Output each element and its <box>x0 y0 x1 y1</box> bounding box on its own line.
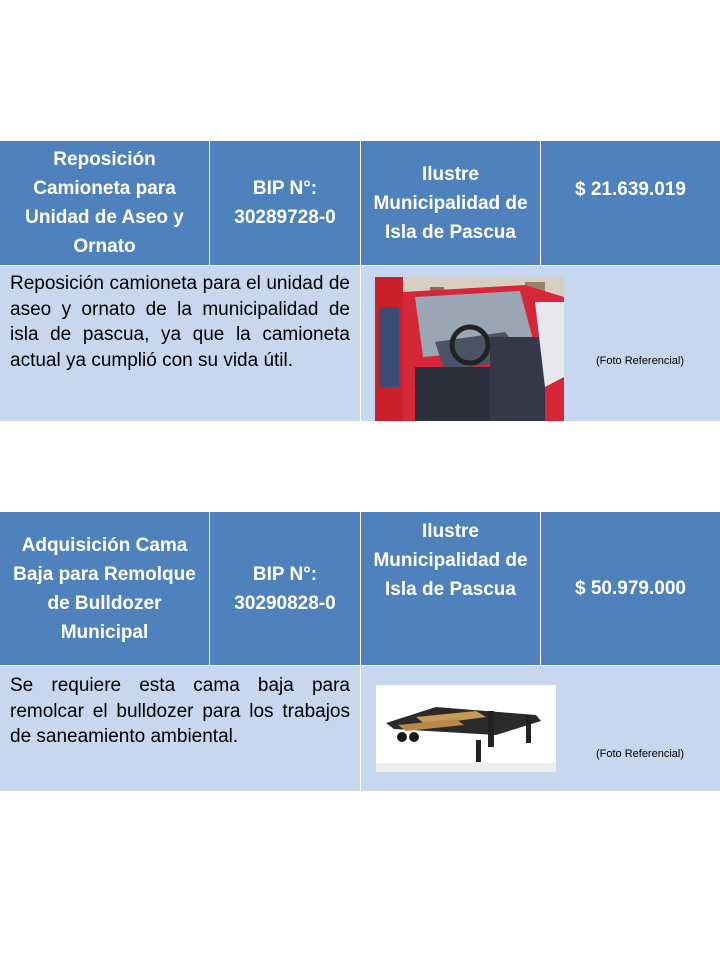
column-divider <box>209 512 210 665</box>
project-table-2 <box>0 512 720 791</box>
project-table-1 <box>0 141 720 421</box>
column-divider <box>360 141 361 421</box>
bip-number: BIP N°: 30290828-0 <box>234 563 336 614</box>
institution: Ilustre Municipalidad de Isla de Pascua <box>373 521 528 600</box>
lowboy-trailer-photo <box>376 685 556 772</box>
photo-caption: (Foto Referencial) <box>595 748 685 760</box>
project-description: Reposición camioneta para el unidad de aseo y ornato de la municipalidad de isla de pascua, ya que la camioneta actual ya cumplió con su vida útil. <box>10 273 350 371</box>
amount: $ 50.979.000 <box>575 578 686 599</box>
bip-number: BIP N°: 30289728-0 <box>234 178 336 228</box>
column-divider <box>360 512 361 791</box>
amount: $ 21.639.019 <box>575 179 686 200</box>
institution: Ilustre Municipalidad de Isla de Pascua <box>373 163 528 243</box>
column-divider <box>540 141 541 265</box>
project-name: Adquisición Cama Baja para Remolque de Bulldozer Municipal <box>13 534 196 643</box>
project-description: Se requiere esta cama baja para remolcar el bulldozer para los trabajos de saneamiento ambiental. <box>10 675 350 747</box>
column-divider <box>540 512 541 665</box>
photo-caption: (Foto Referencial) <box>595 355 685 367</box>
column-divider <box>209 141 210 265</box>
project-name: Reposición Camioneta para Unidad de Aseo y Ornato <box>25 149 184 257</box>
red-pickup-truck-interior-photo <box>375 277 564 421</box>
